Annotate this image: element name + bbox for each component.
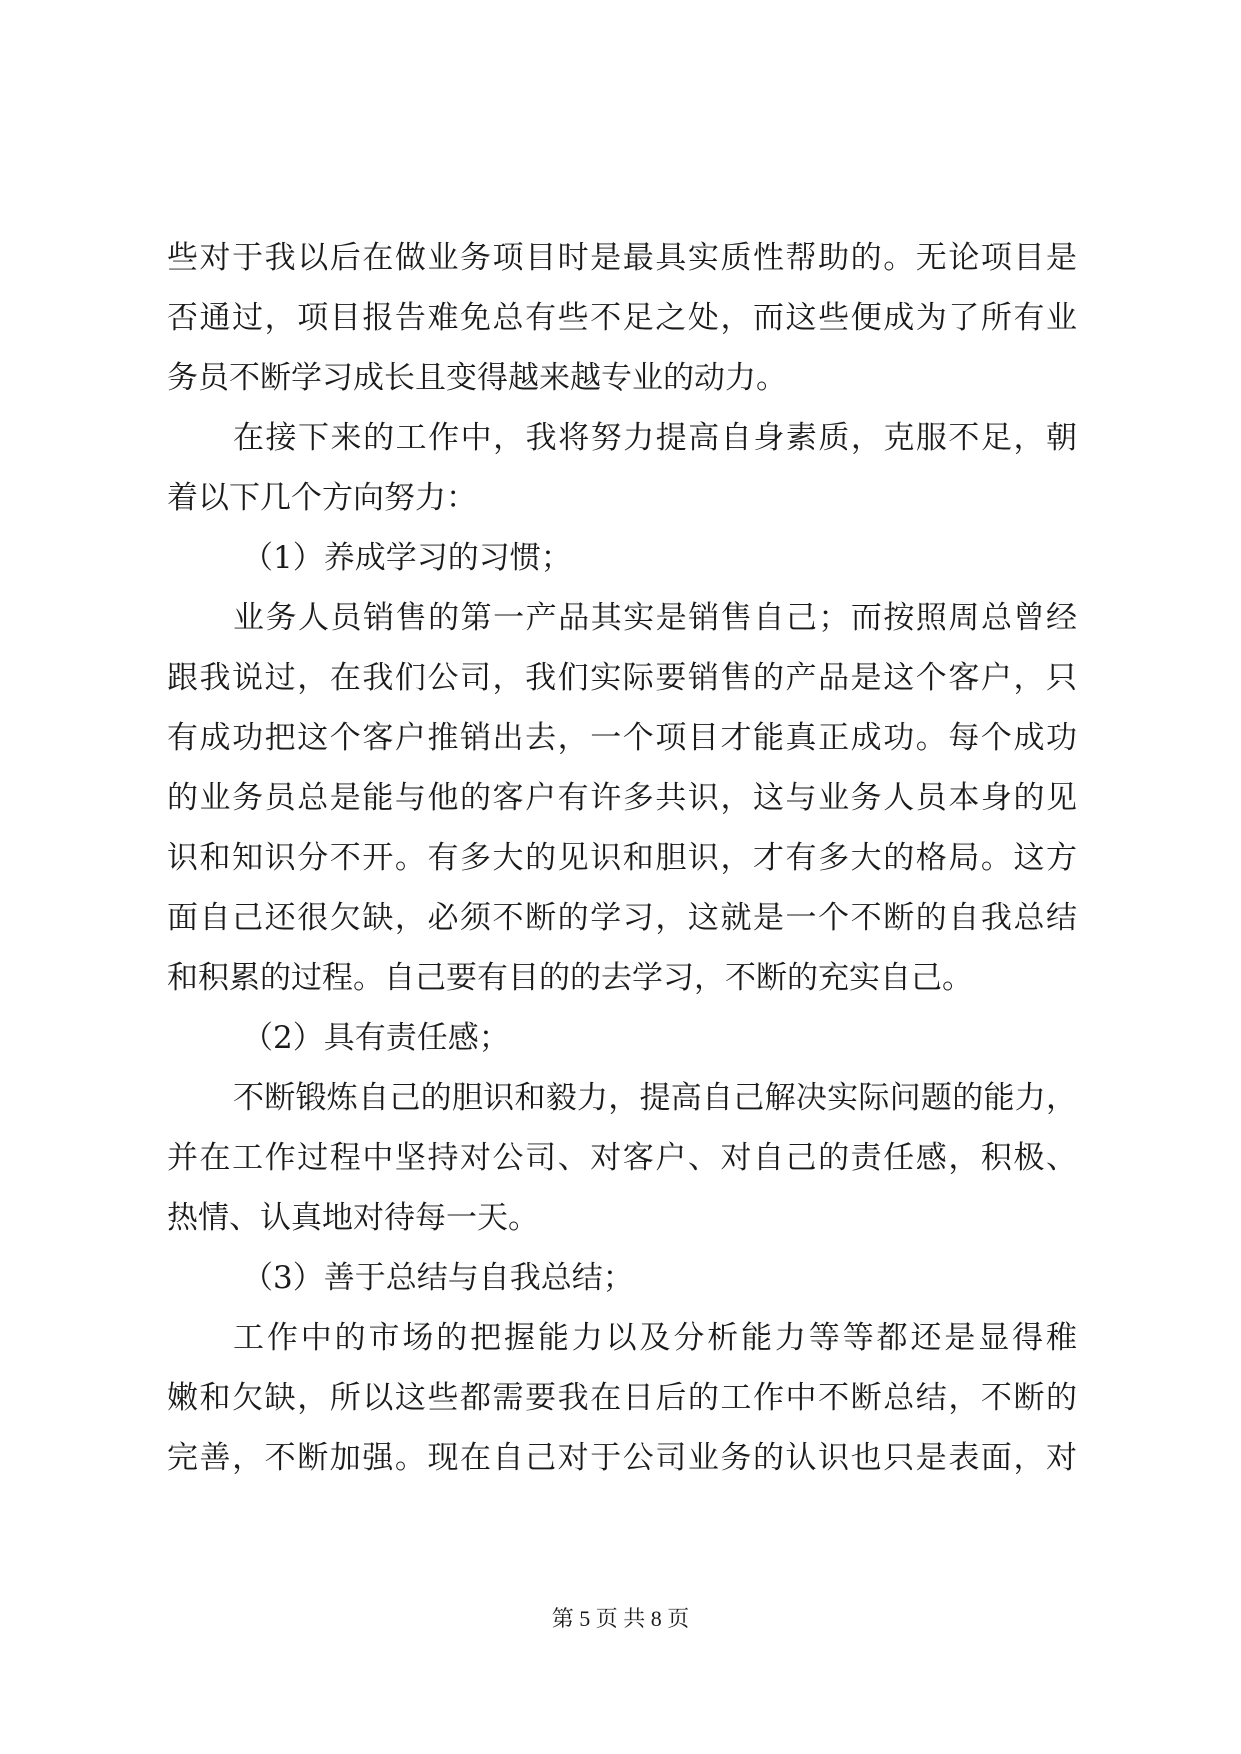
text-line: 完善，不断加强。现在自己对于公司业务的认识也只是表面，对 <box>167 1440 1077 1476</box>
text-line: 面自己还很欠缺，必须不断的学习，这就是一个不断的自我总结 <box>167 900 1077 936</box>
text-line: 些对于我以后在做业务项目时是最具实质性帮助的。无论项目是 <box>167 240 1077 276</box>
paragraph <box>167 1068 1077 1248</box>
paragraph <box>167 408 1077 528</box>
text-line: 在接下来的工作中，我将努力提高自身素质，克服不足，朝 <box>233 420 1077 456</box>
list-item-heading <box>167 1248 1077 1308</box>
list-item-heading <box>167 1008 1077 1068</box>
document-body <box>167 228 1077 1488</box>
text-line: （3）善于总结与自我总结； <box>242 1260 634 1296</box>
text-line: 的业务员总是能与他的客户有许多共识，这与业务人员本身的见 <box>167 780 1077 816</box>
text-line: （2）具有责任感； <box>242 1020 510 1056</box>
text-line: 着以下几个方向努力： <box>167 480 477 516</box>
text-line: 不断锻炼自己的胆识和毅力，提高自己解决实际问题的能力， <box>233 1080 1077 1116</box>
text-line: 并在工作过程中坚持对公司、对客户、对自己的责任感，积极、 <box>167 1140 1077 1176</box>
text-line: 业务人员销售的第一产品其实是销售自己；而按照周总曾经 <box>233 600 1077 636</box>
text-line: 有成功把这个客户推销出去，一个项目才能真正成功。每个成功 <box>167 720 1077 756</box>
page-footer: 第 5 页 共 8 页 <box>551 1606 690 1631</box>
paragraph <box>167 1308 1077 1488</box>
text-line: 否通过，项目报告难免总有些不足之处，而这些便成为了所有业 <box>167 300 1077 336</box>
list-item-heading <box>167 528 1077 588</box>
text-line: 跟我说过，在我们公司，我们实际要销售的产品是这个客户，只 <box>167 660 1077 696</box>
text-line: 嫩和欠缺，所以这些都需要我在日后的工作中不断总结，不断的 <box>167 1380 1077 1416</box>
text-line: 识和知识分不开。有多大的见识和胆识，才有多大的格局。这方 <box>167 840 1077 876</box>
text-line: （1）养成学习的习惯； <box>242 540 572 576</box>
text-line: 务员不断学习成长且变得越来越专业的动力。 <box>167 360 787 396</box>
paragraph <box>167 228 1077 408</box>
text-line: 和积累的过程。自己要有目的的去学习，不断的充实自己。 <box>167 960 973 996</box>
paragraph <box>167 588 1077 1008</box>
text-line: 工作中的市场的把握能力以及分析能力等等都还是显得稚 <box>233 1320 1077 1356</box>
text-line: 热情、认真地对待每一天。 <box>167 1200 539 1236</box>
